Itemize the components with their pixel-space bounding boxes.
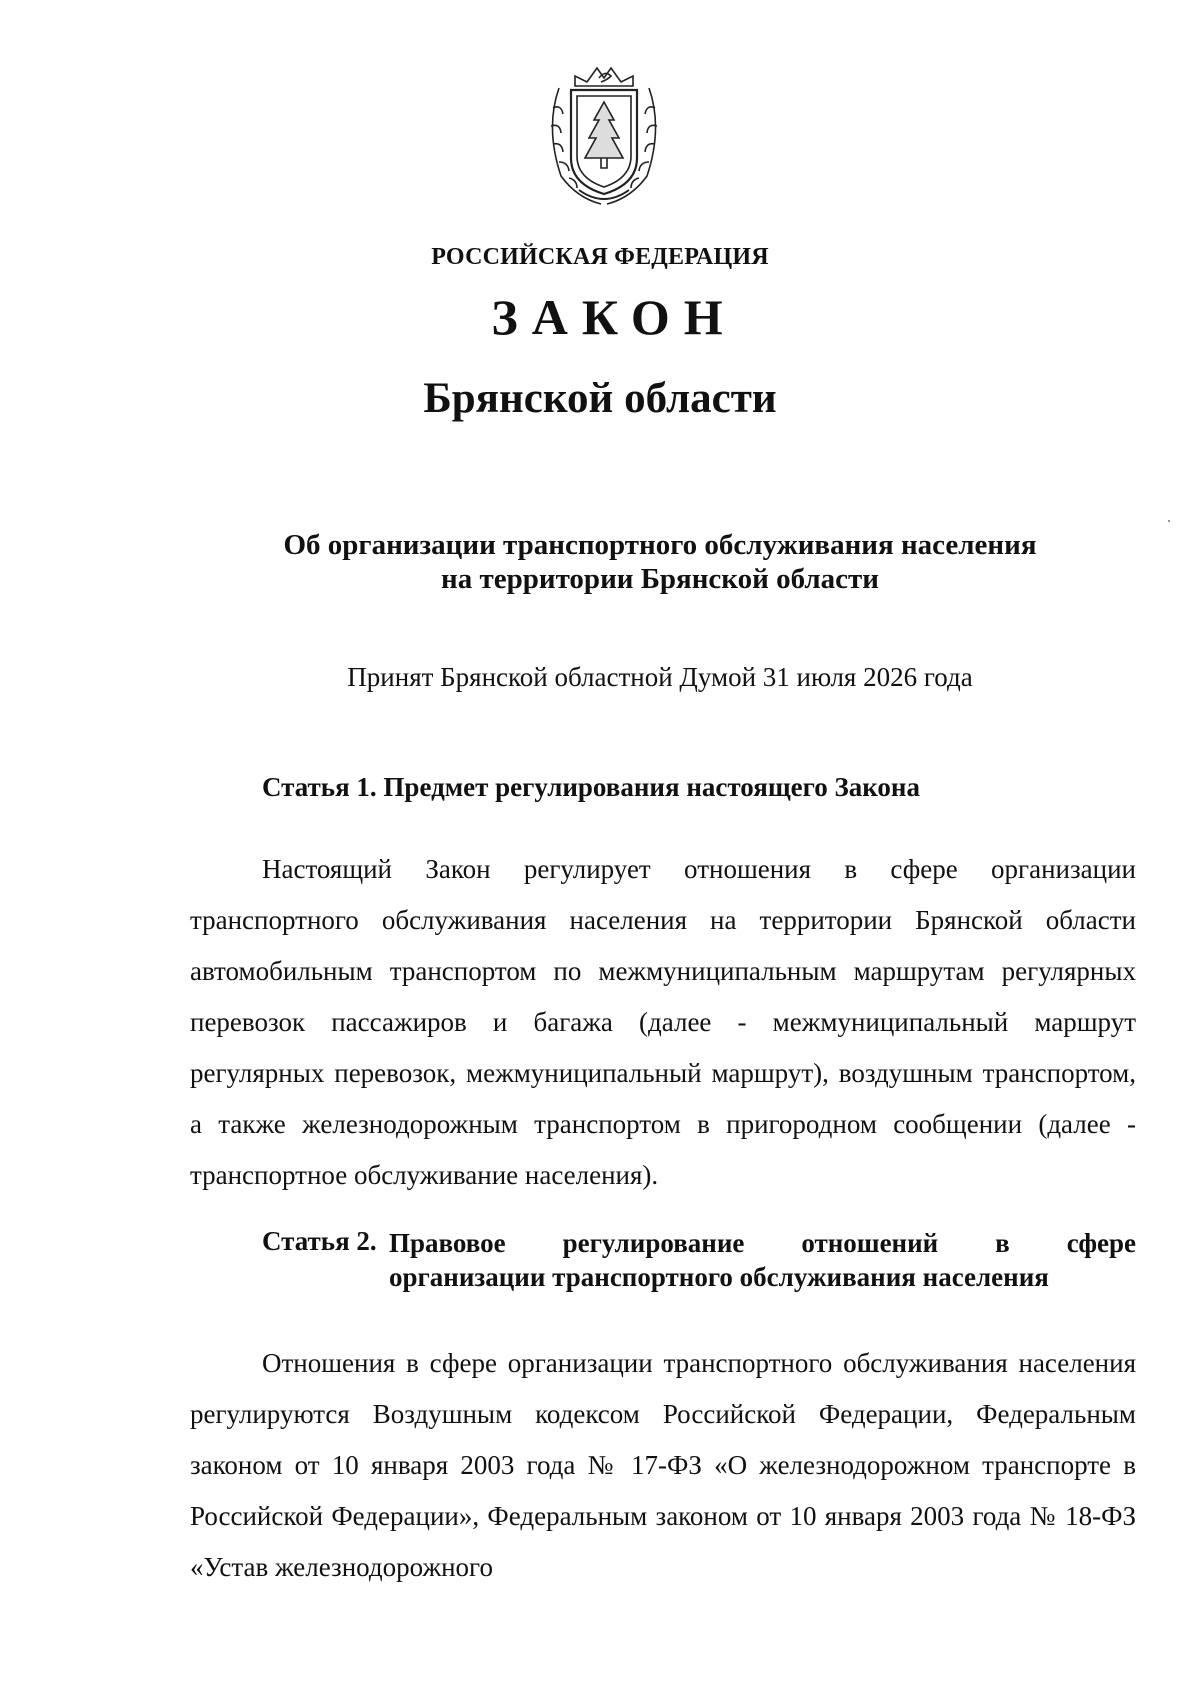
document-type: ЗАКОН	[491, 289, 737, 345]
article-2-title-line-1: Правовое регулирование отношений в сфере	[389, 1228, 1136, 1258]
law-title-line-2: на территории Брянской области	[441, 563, 879, 595]
law-title	[180, 528, 1140, 596]
article-2-number: Статья 2.	[262, 1226, 377, 1256]
region-name: Брянской области	[423, 375, 777, 422]
law-title-line-1: Об организации транспортного обслуживания населения	[283, 529, 1037, 561]
article-2-title	[389, 1226, 1136, 1294]
article-1-heading: Статья 1. Предмет регулирования настоящего Закона	[262, 772, 920, 802]
scan-speck	[1168, 520, 1170, 522]
article-2-text: Отношения в сфере организации транспортного обслуживания населения регулируются Воздушным кодексом Российской Федерации, Федеральным законом от 10 января 2003 года № 17-ФЗ «О железнодорожном транспорте в Российской Федерации», Федеральным законом от 10 января 2003 года № 18-ФЗ «Устав железнодорожного	[190, 1348, 1136, 1582]
article-1-text: Настоящий Закон регулирует отношения в сфере организации транспортного обслуживания населения на территории Брянской области автомобильным транспортом по межмуниципальным маршрутам регулярных перевозок пассажиров и багажа (далее - межмуниципальный маршрут регулярных перевозок, межмуниципальный маршрут), воздушным транспортом, а также железнодорожным транспортом в пригородном сообщении (далее - транспортное обслуживание населения).	[190, 854, 1136, 1190]
coat-of-arms-icon	[539, 58, 669, 208]
country-name: РОССИЙСКАЯ ФЕДЕРАЦИЯ	[431, 244, 769, 270]
adoption-note: Принят Брянской областной Думой 31 июля 2026 года	[347, 662, 973, 692]
article-2-title-line-2: организации транспортного обслуживания населения	[389, 1262, 1049, 1292]
